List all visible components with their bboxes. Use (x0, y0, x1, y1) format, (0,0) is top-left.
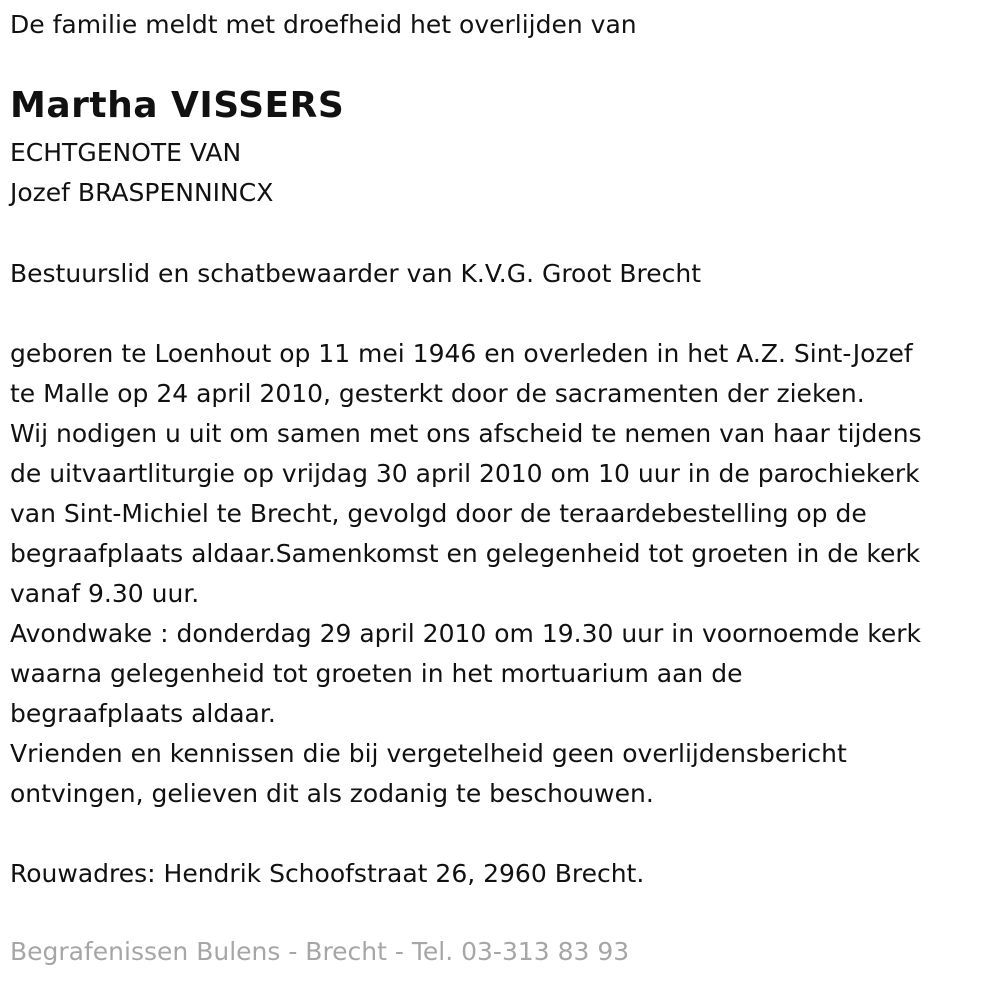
body-line: Vrienden en kennissen die bij vergetelheid geen overlijdensbericht (10, 739, 847, 768)
body-line: begraafplaats aldaar. (10, 699, 276, 728)
mourning-address: Rouwadres: Hendrik Schoofstraat 26, 2960 Brecht. (10, 859, 645, 888)
spouse-block (10, 133, 273, 213)
body-line: ontvingen, gelieven dit als zodanig te beschouwen. (10, 779, 654, 808)
body-line: Avondwake : donderdag 29 april 2010 om 19.30 uur in voornoemde kerk (10, 619, 922, 648)
body-line: waarna gelegenheid tot groeten in het mortuarium aan de (10, 659, 743, 688)
spouse-name: Jozef BRASPENNINCX (10, 178, 274, 207)
body-line: te Malle op 24 april 2010, gesterkt door de sacramenten der zieken. (10, 379, 865, 408)
body-line: geboren te Loenhout op 11 mei 1946 en overleden in het A.Z. Sint-Jozef (10, 339, 913, 368)
body-line: Wij nodigen u uit om samen met ons afscheid te nemen van haar tijdens (10, 419, 922, 448)
body-line: de uitvaartliturgie op vrijdag 30 april 2010 om 10 uur in de parochiekerk (10, 459, 920, 488)
role-text: Bestuurslid en schatbewaarder van K.V.G. Groot Brecht (10, 259, 702, 288)
deceased-name: Martha VISSERS (10, 85, 345, 126)
body-line: begraafplaats aldaar.Samenkomst en gelegenheid tot groeten in de kerk (10, 539, 921, 568)
body-line: van Sint-Michiel te Brecht, gevolgd door de teraardebestelling op de (10, 499, 867, 528)
role-block (10, 254, 701, 294)
body-text (10, 334, 922, 814)
body-line: vanaf 9.30 uur. (10, 579, 200, 608)
address-block (10, 854, 644, 894)
spouse-label: ECHTGENOTE VAN (10, 138, 242, 167)
funeral-home-footer: Begrafenissen Bulens - Brecht - Tel. 03-313 83 93 (10, 937, 630, 966)
intro-text: De familie meldt met droefheid het overlijden van (10, 10, 637, 39)
